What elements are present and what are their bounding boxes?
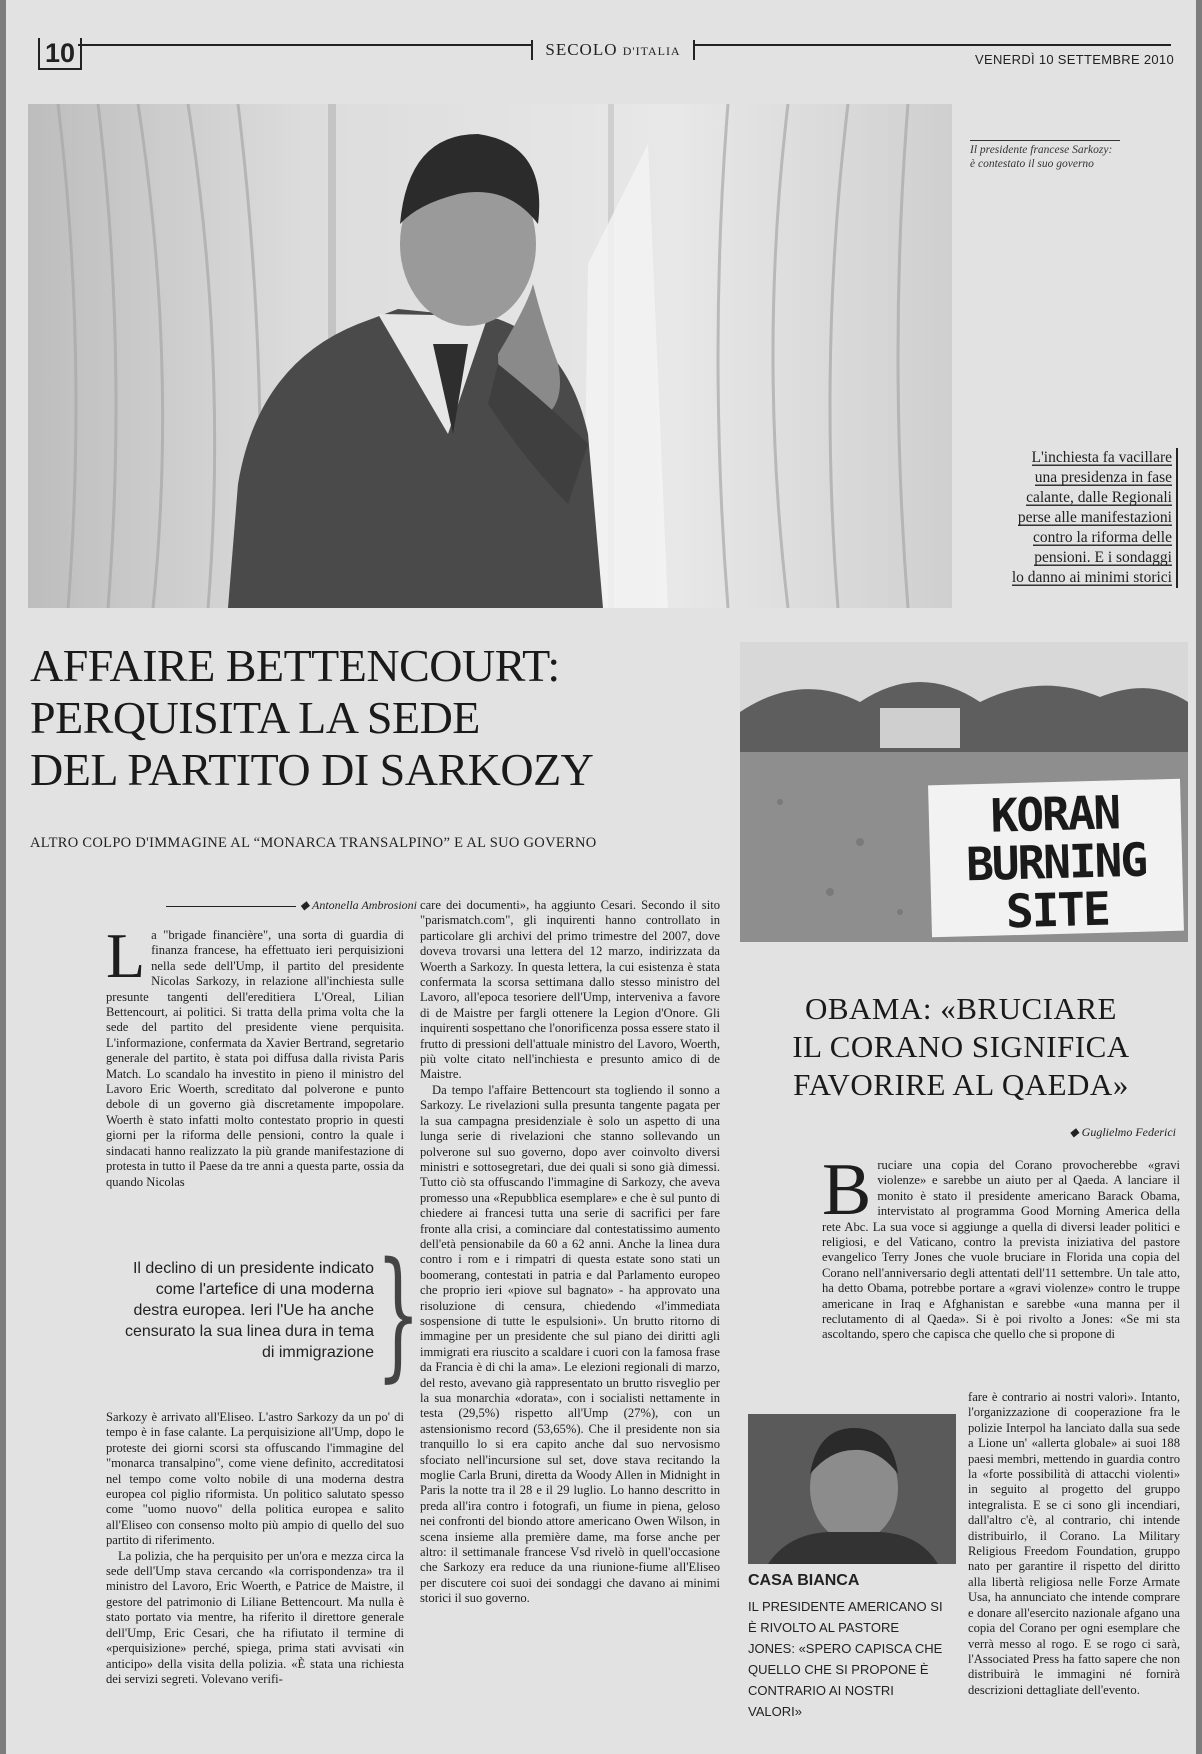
sign-line: SITE [1005, 881, 1110, 939]
photo-caption: Il presidente francese Sarkozy: è contestato il suo governo [970, 140, 1120, 171]
pullquote-top [974, 448, 1178, 588]
article-paragraph: fare è contrario ai nostri valori». Intanto, l'organizzazione di cooperazione fra le polizie Interpol ha lanciato dalla sua sede a Lione un' «allerta globale» ai suoi 188 paesi membri, mettendo in guardia contro la «forte possibilità di attacchi violenti» in seguito al progetto del gruppo integralista. E se ci sono gli incendiari, dall'altro c'è, al contrario, chi intende distribuirlo, il Corano. La Military Religious Freedom Foundation, gruppo nato per garantire il rispetto del diritto alla libertà religiosa nelle Forze Armate Usa, ha annunciato che intende comprare e donare all'esercito nazionale afgano una copia del Corano per ogni esemplare che verrà messo al rogo. E se rogo ci sarà, l'Associated Press ha fatto sapere che non distribuirà le immagini né fornirà descrizioni dettagliate dell'evento. [968, 1390, 1180, 1697]
byline-rule [166, 906, 296, 907]
article-paragraph: Sarkozy è arrivato all'Eliseo. L'astro Sarkozy da un po' di tempo è in fase calante. La perquisizione all'Ump, dopo le proteste dei giorni scorsi sta offuscando l'immagine del "monarca transalpino", come viene definito, accreditatosi nel tempo come volto nobile di una moderna destra europea col piglio riformista. Un politico salutato spesso come "uomo nuovo" della politica europea e salito all'Eliseo con consenso molto più ampio di quello del suo partito di riferimento. [106, 1410, 404, 1548]
headline-line: OBAMA: «BRUCIARE [804, 991, 1117, 1026]
headline-line: IL CORANO SIGNIFICA [792, 1029, 1130, 1064]
issue-date: VENERDÌ 10 SETTEMBRE 2010 [975, 52, 1174, 67]
sign-line: KORAN [989, 785, 1120, 843]
pullquote-top-line: L'inchiesta fa vacillare [1031, 449, 1172, 466]
dropcap: B [822, 1149, 872, 1231]
headline-line: FAVORIRE AL QAEDA» [793, 1067, 1129, 1102]
article-paragraph: Da tempo l'affaire Bettencourt sta togliendo il sonno a Sarkozy. Le rivelazioni sulla presunta tangente pagata per la sua campagna presidenziale è solo un aspetto di una lunga serie di rivelazioni che stanno sollevando un polverone sul suo governo, dopo aver coinvolto diversi ministri e sottosegretari, due dei quali si sono già dimessi. Tutto ciò sta offuscando l'immagine di Sarkozy, che aveva promesso una «Repubblica esemplare» e che è sul punto di chiedere ai francesi tutta una serie di sacrifici per fare fronte alla crisi, a cominciare dal contestatissimo aumento dell'età pensionabile da 60 a 62 anni. Anche la linea dura contro i rom e i rimpatri di questa estate sono stati un boomerang, contestati in patria e dal Parlamento europeo che proprio ieri «piove sul bagnato» - ha approvato una risoluzione di censura, chiedendo «l'immediata sospensione di tutte le espulsioni». Un brutto ritorno di immagine per un presidente che sul piano dei diritti agli immigrati era riuscito a scaldare i cuori con la famosa frase da Francia è di chi la ama». Le elezioni regionali di marzo, del resto, avevano già rappresentato un brutto risveglio per la sua monarchia «dorata», con i socialisti nettamente in testa (29,5%) rispetto all'Ump (27%), con un astensionismo record (53,65%). Che il presidente non sia tranquillo lo si era capito anche dal suo nervosismo sfociato nell'incursione sul set, dove stava recitando la moglie Carla Bruni, diretta da Woody Allen in Midnight in Paris la notte tra il 28 e il 29 luglio. Lo hanno descritto in preda all'ira contro i fotografi, un fiume in piena, geloso nei confronti del biondo attore americano Owen Wilson, in scena insieme alla première dame, ma forse anche per altro: il settimanale francese Vsd rivelò in quell'occasione che Sarkozy era reduce da una riunione-fiume all'Eliseo per discutere coi suoi dei sondaggi che davano ai minimi storici il suo governo. [420, 1082, 720, 1606]
koran-sign [928, 779, 1184, 938]
main-subhead: ALTRO COLPO D'IMMAGINE AL “MONARCA TRANSALPINO” E AL SUO GOVERNO [30, 835, 597, 851]
header-rule-left [78, 44, 531, 46]
masthead [531, 40, 695, 60]
article-column-2 [420, 898, 720, 1607]
pullquote-middle: Il declino di un presidente indicato come l'artefice di una moderna destra europea. Ieri l'Ue ha anche censurato la sua linea dura in tema di immigrazione [124, 1260, 374, 1361]
headline-line: DEL PARTITO DI SARKOZY [30, 744, 594, 795]
article-column-1b [106, 1410, 404, 1687]
pullquote-top-line: pensioni. E i sondaggi [1034, 549, 1172, 566]
headline-line: AFFAIRE BETTENCOURT: [30, 640, 560, 691]
obama-column-bottom [968, 1390, 1180, 1698]
casa-bianca-title: CASA BIANCA [748, 1572, 860, 1589]
byline-author: ◆ Antonella Ambrosioni [300, 898, 418, 912]
masthead-title: SECOLO [545, 40, 618, 59]
main-headline [30, 640, 730, 796]
article-paragraph: La "brigade financière", una sorta di guardia di finanza francese, ha effettuato ieri perquisizioni nella sede dell'Ump, il partito del presidente Nicolas Sarkozy, in relazione all'inchiesta sulle presunte tangenti dell'ereditiera L'Oreal, Lilian Bettencourt, ai politici. Si tratta della prima volta che la sede del partito del presidente viene perquisita. L'informazione, confermata da Xavier Bertrand, segretario generale del partito, è stata poi diffusa dalla rivista Paris Match. Lo scandalo ha investito in pieno il ministro del Lavoro Eric Woerth, screditato dal polverone e punto debole di un governo già discretamente impopolare. Woerth è stato infatti molto contestato proprio in questi giorni per la riforma delle pensioni, contro la quale i sindacati hanno realizzato la più grande manifestazione di protesta in tutto il Paese da tre anni a questa parte, ossia da quando Nicolas [106, 920, 404, 1189]
koran-burning-photo [740, 642, 1188, 942]
pullquote-top-line: lo danno ai minimi storici [1011, 569, 1172, 586]
obama-photo-art [748, 1414, 956, 1564]
article-paragraph: La polizia, che ha perquisito per un'ora e mezza circa la sede dell'Ump stava cercando «la corrispondenza» tra il ministro del Lavoro, Eric Woerth, e Patrice de Maistre, il gestore del patrimonio di Liliane Bettencourt. Ma nulla è stato portato via mentre, ha riferito il direttore generale dell'Ump, Eric Cesari, che ha rifiutato il termine di «perquisizione» perché, spiega, prima stati avvisati «in anticipo» della visita della polizia. «È stata una richiesta dei servizi segreti. Volevano verifi- [106, 1548, 404, 1686]
header-rule-right [693, 44, 1171, 46]
sarkozy-photo-art [28, 104, 952, 608]
newspaper-page [6, 0, 1196, 1754]
pullquote-top-line: contro la riforma delle [1032, 529, 1172, 546]
casa-bianca-text: IL PRESIDENTE AMERICANO SI È RIVOLTO AL PASTORE JONES: «SPERO CAPISCA CHE QUELLO CHE SI PROPONE È CONTRARIO AI NOSTRI VALORI» [748, 1599, 943, 1719]
obama-column-top [822, 1149, 1180, 1343]
pullquote-top-line: calante, dalle Regionali [1026, 489, 1172, 506]
pullquote-top-line: una presidenza in fase [1034, 469, 1172, 486]
article-paragraph: Bruciare una copia del Corano provocherebbe «gravi violenze» e sarebbe un aiuto per al Qaeda. A lanciare il monito è stato il presidente americano Barack Obama, intervistato al programma Good Morning America della rete Abc. La sua voce si aggiunge a quella di diversi leader politici e religiosi, e del Vaticano, contro la prevista iniziativa del pastore evangelico Terry Jones che vuole bruciare in Florida una copia del Corano nell'anniversario degli attentati dell'11 settembre. Un tale atto, ha detto Obama, potrebbe portare a «gravi violenze» contro le truppe americane in Iraq e Afghanistan e sarebbe «una manna per il reclutamento di al Qaeda». Si è poi rivolto a Jones: «Se mi sta ascoltando, spero che capisca che quello che si propone di [822, 1149, 1180, 1342]
sarkozy-photo [28, 104, 952, 608]
obama-byline: ◆ Guglielmo Federici [1069, 1125, 1176, 1139]
page-number: 10 [38, 38, 82, 70]
masthead-subtitle: D'ITALIA [622, 44, 681, 58]
koran-sign-text [928, 787, 1184, 938]
obama-headline [746, 990, 1176, 1104]
pullquote-top-line: perse alle manifestazioni [1017, 509, 1172, 526]
main-byline [166, 898, 417, 913]
sign-line: BURNING [965, 832, 1147, 892]
article-paragraph: care dei documenti», ha aggiunto Cesari. Secondo il sito "parismatch.com", gli inquirenti hanno controllato in particolare gli archivi del primo trimestre del 2007, dove doveva trovarsi una lettera del 12 marzo, indirizzata da Woerth a Sarkozy. In questa lettera, la cui esistenza è stata confermata la scorsa settimana dallo stesso ministro del Lavoro, all'epoca tesoriere dell'Ump, interveniva a favore di de Maistre per fargli ottenere la Legion d'Onore. Gli inquirenti sospettano che l'onorificenza possa essere stato il frutto di pressioni dell'attuale ministro del Lavoro, Woerth, più volte citato nell'inchiesta e presunto amico di de Maistre. [420, 898, 720, 1082]
headline-line: PERQUISITA LA SEDE [30, 692, 480, 743]
article-column-1a [106, 920, 404, 1190]
obama-photo [748, 1414, 956, 1564]
dropcap: L [106, 920, 146, 991]
brace-ornament: } [376, 1233, 421, 1396]
